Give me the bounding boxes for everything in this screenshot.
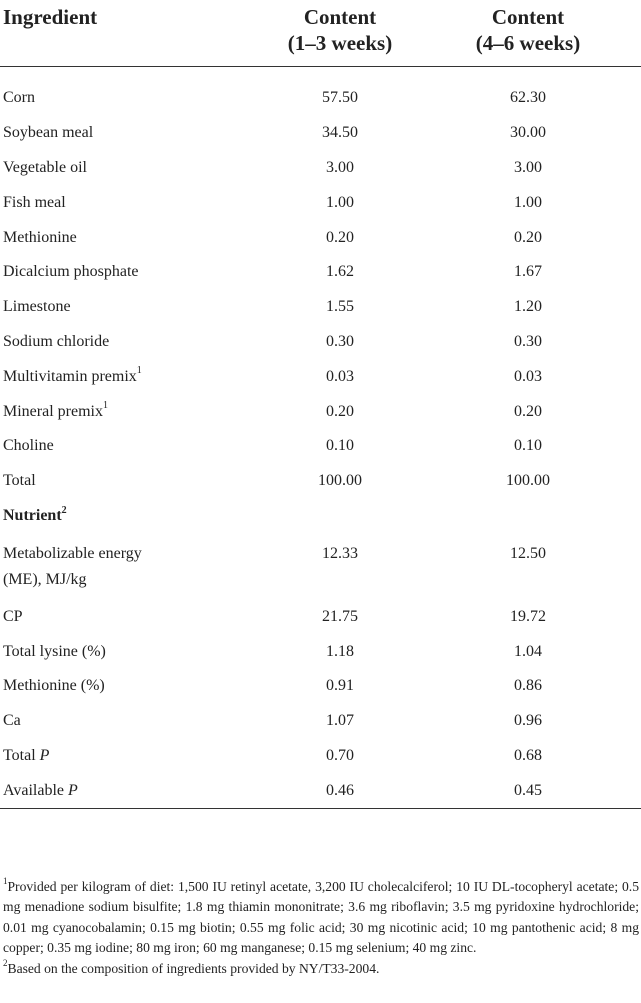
nutrient-section-text: Nutrient xyxy=(3,506,62,524)
content-1-3-weeks-value: 0.03 xyxy=(326,367,354,385)
table-row xyxy=(0,599,641,634)
footnote xyxy=(3,877,639,959)
ingredient-name xyxy=(0,290,265,325)
table-row xyxy=(0,394,641,429)
ingredient-name xyxy=(0,255,265,290)
content-4-6-weeks-value: 1.67 xyxy=(514,263,542,281)
ingredient-name xyxy=(0,185,265,220)
ingredient-name-text: Dicalcium phosphate xyxy=(3,263,139,281)
ingredient-name xyxy=(0,429,265,464)
table-row xyxy=(0,255,641,290)
ingredient-name-text: Choline xyxy=(3,437,54,455)
ingredient-name xyxy=(0,220,265,255)
ingredient-name-text: Vegetable oil xyxy=(3,158,87,176)
header-content-1-3-weeks xyxy=(265,0,415,67)
table-row xyxy=(0,429,641,464)
content-4-6-weeks-value: 19.72 xyxy=(510,607,546,625)
table-row xyxy=(0,634,641,669)
content-4-6-weeks-value: 30.00 xyxy=(510,124,546,142)
footnote-marker: 1 xyxy=(3,876,8,887)
content-1-3-weeks-value: 0.46 xyxy=(326,781,354,799)
table-row xyxy=(0,220,641,255)
table-row xyxy=(0,704,641,739)
content-1-3-weeks-value: 1.62 xyxy=(326,263,354,281)
empty-cell xyxy=(415,499,641,534)
ingredient-name xyxy=(0,325,265,360)
nutrient-section-label xyxy=(0,499,265,534)
table-row xyxy=(0,151,641,186)
header-row xyxy=(0,0,641,67)
footnote-marker: 2 xyxy=(3,958,8,969)
nutrient-name-text: Ca xyxy=(3,712,21,730)
ingredient-name-text: Fish meal xyxy=(3,193,66,211)
ingredient-name-text: Multivitamin premix xyxy=(3,367,137,385)
header-content-4-6-weeks xyxy=(415,0,641,67)
ingredient-name-text: Limestone xyxy=(3,298,71,316)
nutrient-name xyxy=(0,533,265,599)
table-row xyxy=(0,464,641,499)
content-4-6-weeks-value: 0.86 xyxy=(514,677,542,695)
content-4-6-weeks-value: 0.20 xyxy=(514,402,542,420)
content-4-6-weeks-value: 62.30 xyxy=(510,89,546,107)
footnote xyxy=(3,959,639,979)
ingredient-name-text: Methionine xyxy=(3,228,77,246)
table-row xyxy=(0,290,641,325)
content-1-3-weeks-value: 1.00 xyxy=(326,193,354,211)
table-row xyxy=(0,359,641,394)
table-row xyxy=(0,116,641,151)
content-1-3-weeks-value: 0.30 xyxy=(326,332,354,350)
nutrient-name-italic: P xyxy=(68,781,78,799)
table-footnotes xyxy=(3,877,639,979)
empty-cell xyxy=(265,499,415,534)
footnote-text: Provided per kilogram of diet: 1,500 IU retinyl acetate, 3,200 IU cholecalciferol; 10 IU DL-tocopheryl acetate; 0.5 mg menadione sodium bisulfite; 1.8 mg thiamin mononitrate; 3.6 mg riboflavin; 3.5 mg pyridoxine hydrochloride; 0.01 mg cyanocobalamin; 0.15 mg biotin; 0.55 mg folic acid; 30 mg nicotinic acid; 10 mg pantothenic acid; 8 mg copper; 0.35 mg iodine; 80 mg iron; 60 mg manganese; 0.15 mg selenium; 40 mg zinc. xyxy=(3,879,639,956)
table-row xyxy=(0,325,641,360)
ingredient-name xyxy=(0,359,265,394)
content-1-3-weeks-value: 0.20 xyxy=(326,402,354,420)
header-content-2-title: Content xyxy=(491,5,565,29)
content-4-6-weeks-value: 0.96 xyxy=(514,712,542,730)
footnote-marker: 1 xyxy=(102,400,108,412)
table-row xyxy=(0,773,641,808)
ingredient-name-text: Sodium chloride xyxy=(3,332,110,350)
table-row xyxy=(0,81,641,116)
content-4-6-weeks-value: 0.68 xyxy=(514,746,542,764)
header-content-1-title: Content xyxy=(303,5,377,29)
content-1-3-weeks-value: 0.10 xyxy=(326,437,354,455)
nutrient-name-line1: Metabolizable energy xyxy=(3,545,142,563)
content-4-6-weeks-value: 0.30 xyxy=(514,332,542,350)
table-row xyxy=(0,669,641,704)
spacer-row xyxy=(0,67,641,82)
table-row xyxy=(0,739,641,774)
footnote-marker: 2 xyxy=(61,504,67,516)
footnote-text: Based on the composition of ingredients provided by NY/T33-2004. xyxy=(7,960,380,976)
content-4-6-weeks-value: 0.20 xyxy=(514,228,542,246)
ingredient-name xyxy=(0,81,265,116)
table-header xyxy=(0,0,641,67)
ingredient-name xyxy=(0,116,265,151)
nutrient-name-text: CP xyxy=(3,607,23,625)
nutrient-section-row xyxy=(0,499,641,534)
nutrient-name-line2: (ME), MJ/kg xyxy=(3,571,87,589)
content-1-3-weeks-value: 0.70 xyxy=(326,746,354,764)
table-body xyxy=(0,67,641,809)
nutrient-name xyxy=(0,599,265,634)
content-4-6-weeks-value: 1.20 xyxy=(514,298,542,316)
ingredient-name-text: Corn xyxy=(3,89,35,107)
content-4-6-weeks-value: 0.45 xyxy=(514,781,542,799)
nutrient-name-text: Total xyxy=(3,746,40,764)
content-1-3-weeks-value: 1.18 xyxy=(326,642,354,660)
nutrient-name-text: Total lysine (%) xyxy=(3,642,106,660)
ingredient-name xyxy=(0,464,265,499)
ingredient-name-text: Mineral premix xyxy=(3,402,103,420)
content-4-6-weeks-value: 12.50 xyxy=(510,545,546,563)
content-1-3-weeks-value: 0.91 xyxy=(326,677,354,695)
nutrient-name-text: Available xyxy=(3,781,69,799)
table-row xyxy=(0,533,641,599)
nutrient-name xyxy=(0,739,265,774)
ingredient-name-text: Soybean meal xyxy=(3,124,94,142)
content-1-3-weeks-value: 12.33 xyxy=(322,545,358,563)
nutrient-name-text: Methionine (%) xyxy=(3,677,105,695)
table-row xyxy=(0,185,641,220)
content-4-6-weeks-value: 0.10 xyxy=(514,437,542,455)
content-1-3-weeks-value: 3.00 xyxy=(326,158,354,176)
content-1-3-weeks-value: 0.20 xyxy=(326,228,354,246)
content-1-3-weeks-value: 57.50 xyxy=(322,89,358,107)
content-1-3-weeks-value: 34.50 xyxy=(322,124,358,142)
content-1-3-weeks-value: 1.07 xyxy=(326,712,354,730)
content-4-6-weeks-value: 1.00 xyxy=(514,193,542,211)
header-content-1-period: (1–3 weeks) xyxy=(287,31,393,55)
nutrient-name xyxy=(0,634,265,669)
footnote-marker: 1 xyxy=(136,365,142,377)
ingredient-name xyxy=(0,151,265,186)
nutrient-name-italic: P xyxy=(39,746,50,764)
nutrient-name xyxy=(0,704,265,739)
content-4-6-weeks-value: 0.03 xyxy=(514,367,542,385)
content-4-6-weeks-value: 3.00 xyxy=(514,158,542,176)
content-4-6-weeks-value: 100.00 xyxy=(506,472,550,490)
header-ingredient: Ingredient xyxy=(3,5,98,29)
ingredient-name-text: Total xyxy=(3,472,36,490)
nutrient-name xyxy=(0,669,265,704)
nutrient-name xyxy=(0,773,265,808)
content-1-3-weeks-value: 1.55 xyxy=(326,298,354,316)
content-1-3-weeks-value: 100.00 xyxy=(318,472,362,490)
content-1-3-weeks-value: 21.75 xyxy=(322,607,358,625)
content-4-6-weeks-value: 1.04 xyxy=(514,642,542,660)
header-content-2-period: (4–6 weeks) xyxy=(475,31,581,55)
ingredient-name xyxy=(0,394,265,429)
